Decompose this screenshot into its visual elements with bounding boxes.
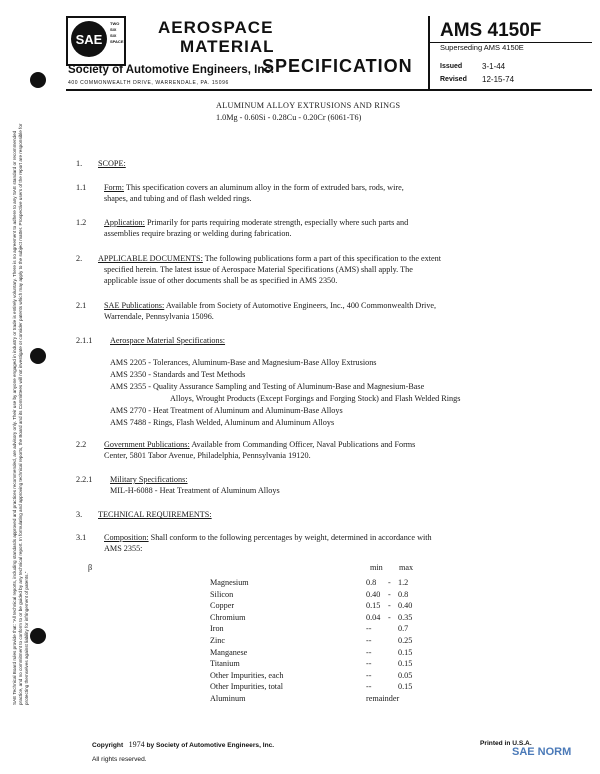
society-name: Society of Automotive Engineers, Inc. <box>68 64 274 76</box>
sae-logo <box>66 16 126 66</box>
section-2-1-1-number: 2.1.1 <box>76 336 93 345</box>
composition-separator: - <box>388 612 391 622</box>
composition-element: Silicon <box>210 589 234 599</box>
section-1-number: 1. <box>76 159 83 168</box>
composition-min: -- <box>366 670 372 680</box>
composition-element: Chromium <box>210 612 246 622</box>
ams-number-box <box>428 16 594 90</box>
sae-logo-emblem: SAE <box>71 21 107 57</box>
society-address: 400 COMMONWEALTH DRIVE, WARRENDALE, PA. 15096 <box>68 80 229 86</box>
section-3-1-text-2: AMS 2355: <box>104 544 143 553</box>
composition-element: Zinc <box>210 636 226 645</box>
sae-norm-stamp: SAE NORM <box>512 746 572 758</box>
ams-number: AMS 4150F <box>440 20 542 41</box>
section-3-1-number: 3.1 <box>76 533 87 542</box>
ams-list-item: AMS 2770 - Heat Treatment of Aluminum and Aluminum-Base Alloys <box>110 406 343 415</box>
composition-max: 0.7 <box>398 624 409 634</box>
section-1-title: SCOPE: <box>98 159 126 168</box>
composition-min: -- <box>366 636 372 645</box>
composition-element: Iron <box>210 624 224 634</box>
ams-list-item: AMS 2205 - Tolerances, Aluminum-Base and Magnesium-Base Alloy Extrusions <box>110 358 377 367</box>
composition-element: Aluminum <box>210 694 246 703</box>
section-2-text: APPLICABLE DOCUMENTS: The following publications form a part of this specification to the extent <box>98 254 442 263</box>
punch-hole-top <box>30 72 46 88</box>
composition-max: 0.35 <box>398 612 413 622</box>
composition-min: 0.04 <box>366 612 381 622</box>
header-rule <box>66 89 592 91</box>
section-1-2-text-2: assemblies require brazing or welding during fabrication. <box>104 229 292 238</box>
composition-max: 0.15 <box>398 682 413 692</box>
printed-in-usa: Printed in U.S.A. <box>480 740 532 747</box>
composition-min: -- <box>366 659 372 669</box>
section-2-1-number: 2.1 <box>76 301 87 310</box>
section-2-2-1-title: Military Specifications: <box>110 475 188 484</box>
punch-hole-middle <box>30 348 46 364</box>
composition-min: 0.8 <box>366 578 377 587</box>
revised-label: Revised <box>440 76 467 83</box>
section-1-1-text-2: shapes, and tubing and of flash welded rings. <box>104 194 252 203</box>
composition-element: Magnesium <box>210 578 249 587</box>
punch-hole-bottom <box>30 628 46 644</box>
composition-max: 0.25 <box>398 636 413 645</box>
issued-date: 3-1-44 <box>482 62 506 71</box>
composition-element: Other Impurities, each <box>210 670 284 680</box>
composition-element: Other Impurities, total <box>210 682 283 692</box>
composition-separator: - <box>388 578 391 587</box>
rights-reserved: All rights reserved. <box>92 756 147 763</box>
section-2-text-3: applicable issue of other documents shall be as specified in AMS 2350. <box>104 276 338 285</box>
composition-header-min: min <box>370 563 383 572</box>
section-3-1-text: Composition: Shall conform to the following percentages by weight, determined in accordance with <box>104 533 432 542</box>
section-2-2-number: 2.2 <box>76 440 87 449</box>
composition-element: Titanium <box>210 659 240 669</box>
section-2-1-text-2: Warrendale, Pennsylvania 15096. <box>104 312 214 321</box>
composition-header-max: max <box>399 563 414 572</box>
composition-max: 0.15 <box>398 659 413 669</box>
header-title-material: MATERIAL <box>180 37 275 56</box>
technical-board-notice: SAE Technical Board rules provide that: "All technical reports, including standards approved and practices recommended, are advisory only. Their use by anyone engaged in industry or trade is entirely voluntary. There is no agreement to adhere to any SAE standard or recommended practice, and no commitment to conform to or be guided by any technical report. In formulating and approving technical reports, the Board and its Committees will not investigate or consider patents which may apply to the subject matter. Prospective users of the report are responsible for protecting themselves against liability for infringement of patents." <box>12 123 30 705</box>
section-1-2-number: 1.2 <box>76 218 87 227</box>
composition-element: Manganese <box>210 647 248 657</box>
section-3-title: TECHNICAL REQUIREMENTS: <box>98 510 212 519</box>
composition-min: -- <box>366 682 372 692</box>
issued-label: Issued <box>440 63 463 70</box>
composition-min: -- <box>366 647 372 657</box>
header-title-specification: SPECIFICATION <box>262 56 413 76</box>
section-1-1-number: 1.1 <box>76 183 87 192</box>
doc-title: ALUMINUM ALLOY EXTRUSIONS AND RINGS <box>216 101 401 110</box>
section-1-2-text: Application: Primarily for parts requiring moderate strength, especially where such parts and <box>104 218 409 227</box>
ams-list-item: AMS 7488 - Rings, Flash Welded, Aluminum and Aluminum Alloys <box>110 418 335 427</box>
composition-min: 0.40 <box>366 589 381 599</box>
revised-date: 12-15-74 <box>482 75 515 84</box>
ams-list-item-continued: Alloys, Wrought Products (Except Forgings and Forging Stock) and Flash Welded Rings <box>170 394 461 403</box>
ams-list-item: AMS 2350 - Standards and Test Methods <box>110 370 246 379</box>
doc-subtitle: 1.0Mg - 0.60Si - 0.28Cu - 0.20Cr (6061-T6) <box>216 113 362 122</box>
composition-max: 0.05 <box>398 670 413 680</box>
section-2-1-1-title: Aerospace Material Specifications: <box>110 336 226 345</box>
section-2-2-text-2: Center, 5801 Tabor Avenue, Philadelphia, Pennsylvania 19120. <box>104 451 311 460</box>
mil-spec-item: MIL-H-6088 - Heat Treatment of Aluminum Alloys <box>110 486 280 495</box>
header-title-aerospace: AEROSPACE <box>158 18 274 37</box>
section-2-text-2: specified herein. The latest issue of Aerospace Material Specifications (AMS) shall apply. The <box>104 265 413 274</box>
composition-min: -- <box>366 624 372 634</box>
composition-max: 0.8 <box>398 589 409 599</box>
composition-max: 0.15 <box>398 647 413 657</box>
composition-separator: - <box>388 589 391 599</box>
copyright-line: Copyright 1974 by Society of Automotive Engineers, Inc. <box>92 740 275 749</box>
composition-max: 0.40 <box>398 601 413 611</box>
composition-min: remainder <box>366 694 400 703</box>
section-2-2-1-number: 2.2.1 <box>76 475 93 484</box>
superseding-note: Superseding AMS 4150E <box>440 43 524 52</box>
ams-box-divider <box>428 42 592 43</box>
section-2-number: 2. <box>76 254 83 263</box>
section-2-1-text: SAE Publications: Available from Society of Automotive Engineers, Inc., 400 Commonwealth Drive, <box>104 301 437 310</box>
composition-element: Copper <box>210 601 235 611</box>
composition-separator: - <box>388 601 391 611</box>
section-1-1-text: Form: This specification covers an aluminum alloy in the form of extruded bars, rods, wire, <box>104 183 404 192</box>
composition-min: 0.15 <box>366 601 381 611</box>
section-3-number: 3. <box>76 510 83 519</box>
composition-max: 1.2 <box>398 578 409 587</box>
revision-marker: β <box>88 563 93 572</box>
section-2-2-text: Government Publications: Available from Commanding Officer, Naval Publications and Forms <box>104 440 416 449</box>
sae-logo-side-text: TWO SIX SIX SPACE <box>110 21 124 44</box>
ams-list-item: AMS 2355 - Quality Assurance Sampling and Testing of Aluminum-Base and Magnesium-Base <box>110 382 425 391</box>
